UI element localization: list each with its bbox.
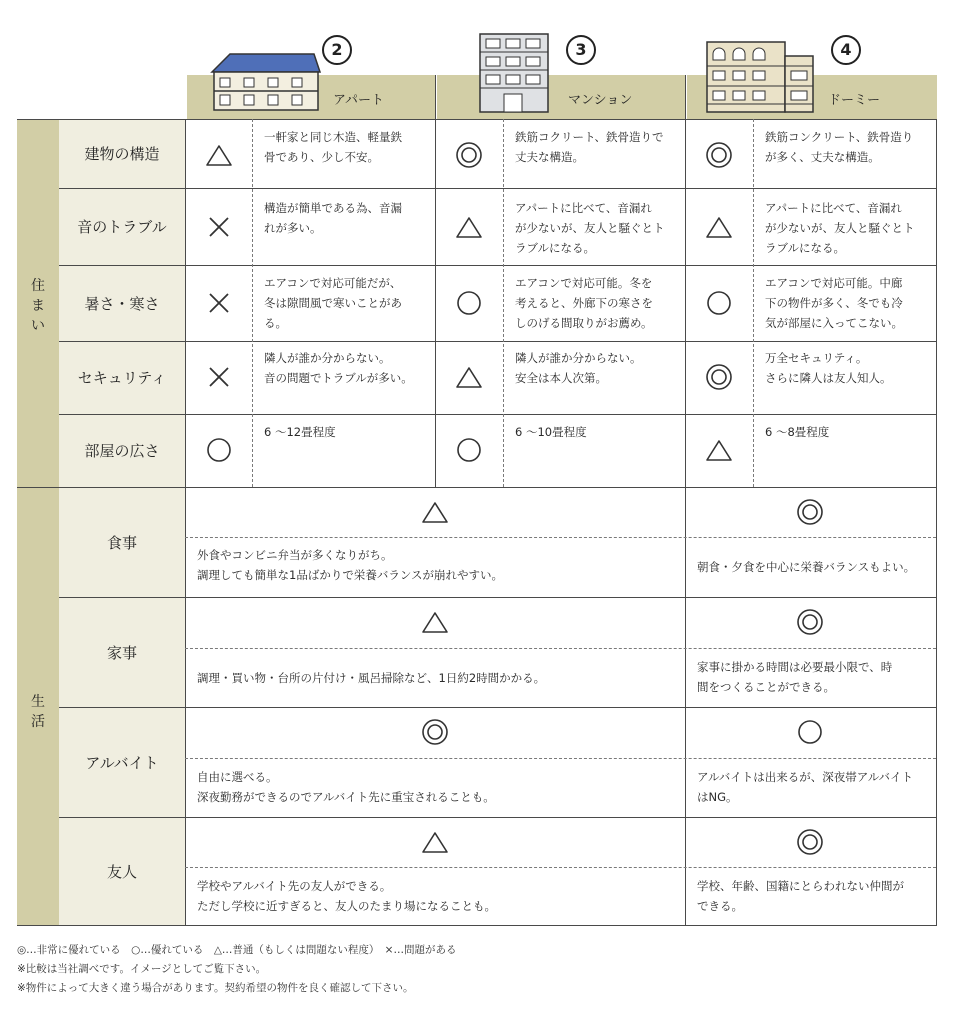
- triangle-icon: [454, 362, 484, 392]
- cell-text-line: ラブルになる。: [515, 241, 596, 255]
- rating-room-size-mansion: [454, 435, 484, 465]
- cell-text-line: はNG。: [697, 790, 738, 804]
- rating-housework-dormy: [795, 607, 825, 637]
- cell-text-security-apartment: [264, 348, 413, 388]
- grid-line: [59, 597, 937, 598]
- cell-text-line: さらに隣人は友人知人。: [765, 371, 892, 385]
- mansion-building-icon: [476, 30, 552, 114]
- cell-text-line: アルバイトは出来るが、深夜帯アルバイト: [697, 770, 913, 784]
- cell-text-line: 鉄筋コクリート、鉄骨造りで: [515, 130, 664, 144]
- cell-text-line: 下の物件が多く、冬でも冷: [765, 296, 903, 310]
- cell-text-line: 外食やコンビニ弁当が多くなりがち。: [197, 548, 393, 562]
- double-circle-icon: [795, 607, 825, 637]
- row-label-noise: 音のトラブル: [59, 188, 185, 265]
- double-circle-icon: [420, 717, 450, 747]
- grid-dash: [185, 537, 936, 538]
- rating-part-time-dormy: [795, 717, 825, 747]
- circle-icon: [795, 717, 825, 747]
- rating-meals-dormy: [795, 497, 825, 527]
- cell-text-temperature-apartment: [264, 273, 402, 333]
- cell-text-security-mansion: [515, 348, 642, 388]
- cell-text-line: 音の問題でトラブルが多い。: [264, 371, 413, 385]
- cross-icon: [204, 288, 234, 318]
- row-label-housework: 家事: [59, 597, 185, 707]
- cell-text-line: 6 ～10畳程度: [515, 425, 587, 439]
- grid-line: [936, 119, 937, 925]
- grid-line: [59, 817, 937, 818]
- grid-line: [435, 75, 436, 487]
- cell-text-line: 調理しても簡単な1品ばかりで栄養バランスが崩れやすい。: [197, 568, 503, 582]
- cell-text-line: 学校、年齢、国籍にとらわれない仲間が: [697, 879, 904, 893]
- cell-text-line: が少ないが、友人と騒ぐとト: [515, 221, 665, 235]
- cell-text-noise-apartment: [264, 198, 402, 238]
- cell-text-structure-mansion: [515, 127, 663, 167]
- grid-dash: [503, 119, 504, 487]
- cell-text-line: 学校やアルバイト先の友人ができる。: [197, 879, 392, 893]
- rating-temperature-dormy: [704, 288, 734, 318]
- cell-text-line: 6 ～8畳程度: [765, 425, 830, 439]
- triangle-icon: [420, 827, 450, 857]
- rating-security-apartment: [204, 362, 234, 392]
- double-circle-icon: [704, 362, 734, 392]
- triangle-icon: [204, 140, 234, 170]
- rating-housework-others: [420, 607, 450, 637]
- column-label-dormy: ドーミー: [828, 93, 881, 108]
- rating-structure-mansion: [454, 140, 484, 170]
- cell-text-line: ただし学校に近すぎると、友人のたまり場になることも。: [197, 899, 496, 913]
- cell-text-noise-dormy: [765, 198, 915, 258]
- cell-text-line: 冬は隙間風で寒いことがあ: [264, 296, 402, 310]
- rating-security-mansion: [454, 362, 484, 392]
- cell-text-line: 隣人が誰か分からない。: [515, 351, 642, 365]
- cell-text-line: 深夜勤務ができるのでアルバイト先に重宝されることも。: [197, 790, 495, 804]
- cell-text-line: 気が部屋に入ってこない。: [765, 316, 903, 330]
- row-label-security: セキュリティ: [59, 341, 185, 414]
- cell-text-line: 間をつくることができる。: [697, 680, 835, 694]
- cell-text-line: 隣人が誰か分からない。: [264, 351, 391, 365]
- cell-text-line: 万全セキュリティ。: [765, 351, 868, 365]
- cell-text-line: が少ないが、友人と騒ぐとト: [765, 221, 915, 235]
- grid-dash: [185, 758, 936, 759]
- cell-text-noise-mansion: [515, 198, 665, 258]
- rating-friends-others: [420, 827, 450, 857]
- row-label-temperature: 暑さ・寒さ: [59, 265, 185, 341]
- rating-friends-dormy: [795, 827, 825, 857]
- cell-text-temperature-dormy: [765, 273, 903, 333]
- row-label-room-size: 部屋の広さ: [59, 414, 185, 487]
- rating-structure-dormy: [704, 140, 734, 170]
- column-number-apartment: 2: [322, 35, 352, 65]
- rating-noise-dormy: [704, 212, 734, 242]
- grid-line: [17, 925, 937, 926]
- cell-text-line: エアコンで対応可能。中廊: [765, 276, 903, 290]
- cell-text-room-size-dormy: [765, 422, 829, 442]
- grid-line: [685, 75, 686, 925]
- rating-meals-others: [420, 497, 450, 527]
- double-circle-icon: [795, 497, 825, 527]
- circle-icon: [454, 288, 484, 318]
- rating-room-size-dormy: [704, 435, 734, 465]
- grid-line: [59, 188, 937, 189]
- cell-text-part-time-dormy: [697, 767, 913, 807]
- cell-text-friends-dormy: [697, 876, 904, 916]
- cell-text-line: 家事に掛かる時間は必要最小限で、時: [697, 660, 893, 674]
- legend-text: ◎…非常に優れている ○…優れている △…普通（もしくは問題ない程度） ×…問題がある: [17, 944, 457, 956]
- grid-dash: [252, 119, 253, 487]
- section-label-life: 生活: [31, 694, 45, 730]
- cell-text-line: アパートに比べて、音漏れ: [765, 201, 902, 215]
- double-circle-icon: [704, 140, 734, 170]
- cell-text-line: エアコンで対応可能だが、: [264, 276, 402, 290]
- circle-icon: [454, 435, 484, 465]
- apartment-building-icon: [208, 50, 322, 112]
- cell-text-line: 安全は本人次第。: [515, 371, 607, 385]
- row-label-friends: 友人: [59, 817, 185, 925]
- cross-icon: [204, 362, 234, 392]
- cell-text-line: 考えると、外廊下の寒さを: [515, 296, 653, 310]
- grid-line: [59, 707, 937, 708]
- row-label-structure: 建物の構造: [59, 119, 185, 188]
- cell-text-room-size-mansion: [515, 422, 587, 442]
- cell-text-part-time-others: [197, 767, 495, 807]
- cell-text-housework-others: [197, 668, 545, 688]
- cell-text-line: る。: [264, 316, 287, 330]
- rating-noise-apartment: [204, 212, 234, 242]
- triangle-icon: [420, 607, 450, 637]
- triangle-icon: [704, 435, 734, 465]
- double-circle-icon: [454, 140, 484, 170]
- cell-text-line: エアコンで対応可能。冬を: [515, 276, 653, 290]
- column-label-mansion: マンション: [568, 93, 633, 108]
- rating-temperature-mansion: [454, 288, 484, 318]
- grid-line: [59, 414, 937, 415]
- rating-temperature-apartment: [204, 288, 234, 318]
- cell-text-housework-dormy: [697, 657, 892, 697]
- circle-icon: [704, 288, 734, 318]
- cell-text-line: 丈夫な構造。: [515, 150, 584, 164]
- grid-line: [185, 119, 186, 925]
- triangle-icon: [420, 497, 450, 527]
- footer-note-1: ※比較は当社調べです。イメージとしてご覧下さい。: [17, 963, 267, 975]
- cell-text-line: ラブルになる。: [765, 241, 846, 255]
- grid-line: [59, 341, 937, 342]
- grid-dash: [185, 867, 936, 868]
- column-label-apartment: アパート: [333, 93, 384, 108]
- row-label-part-time: アルバイト: [59, 707, 185, 817]
- triangle-icon: [704, 212, 734, 242]
- cell-text-line: できる。: [697, 899, 743, 913]
- rating-room-size-apartment: [204, 435, 234, 465]
- cell-text-line: 鉄筋コンクリート、鉄骨造り: [765, 130, 914, 144]
- cell-text-meals-dormy: [697, 557, 915, 577]
- column-number-dormy: 4: [831, 35, 861, 65]
- grid-line: [17, 119, 937, 120]
- rating-structure-apartment: [204, 140, 234, 170]
- triangle-icon: [454, 212, 484, 242]
- footer-note-2: ※物件によって大きく違う場合があります。契約希望の物件を良く確認して下さい。: [17, 982, 414, 994]
- dormy-building-icon: [703, 32, 817, 114]
- cell-text-temperature-mansion: [515, 273, 653, 333]
- rating-noise-mansion: [454, 212, 484, 242]
- rating-security-dormy: [704, 362, 734, 392]
- grid-dash: [185, 648, 936, 649]
- cell-text-line: 6 ～12畳程度: [264, 425, 336, 439]
- cell-text-line: れが多い。: [264, 221, 322, 235]
- cell-text-line: 調理・買い物・台所の片付け・風呂掃除など、1日約2時間かかる。: [197, 671, 546, 685]
- cell-text-structure-apartment: [264, 127, 402, 167]
- grid-line: [17, 487, 937, 488]
- cell-text-security-dormy: [765, 348, 892, 388]
- rating-part-time-others: [420, 717, 450, 747]
- cross-icon: [204, 212, 234, 242]
- cell-text-room-size-apartment: [264, 422, 336, 442]
- cell-text-line: 朝食・夕食を中心に栄養バランスもよい。: [697, 560, 916, 574]
- cell-text-line: 構造が簡単である為、音漏: [264, 201, 402, 215]
- cell-text-line: 骨であり、少し不安。: [264, 150, 379, 164]
- section-label-housing: 住まい: [31, 278, 45, 334]
- circle-icon: [204, 435, 234, 465]
- cell-text-line: アパートに比べて、音漏れ: [515, 201, 652, 215]
- cell-text-friends-others: [197, 876, 496, 916]
- cell-text-line: 一軒家と同じ木造、軽量鉄: [264, 130, 402, 144]
- cell-text-line: が多く、丈夫な構造。: [765, 150, 880, 164]
- double-circle-icon: [795, 827, 825, 857]
- cell-text-structure-dormy: [765, 127, 913, 167]
- cell-text-meals-others: [197, 545, 503, 585]
- grid-line: [59, 265, 937, 266]
- grid-dash: [753, 119, 754, 487]
- cell-text-line: しのげる間取りがお薦め。: [515, 316, 653, 330]
- header-bar-mansion: [435, 75, 685, 119]
- cell-text-line: 自由に選べる。: [197, 770, 278, 784]
- column-number-mansion: 3: [566, 35, 596, 65]
- row-label-meals: 食事: [59, 487, 185, 597]
